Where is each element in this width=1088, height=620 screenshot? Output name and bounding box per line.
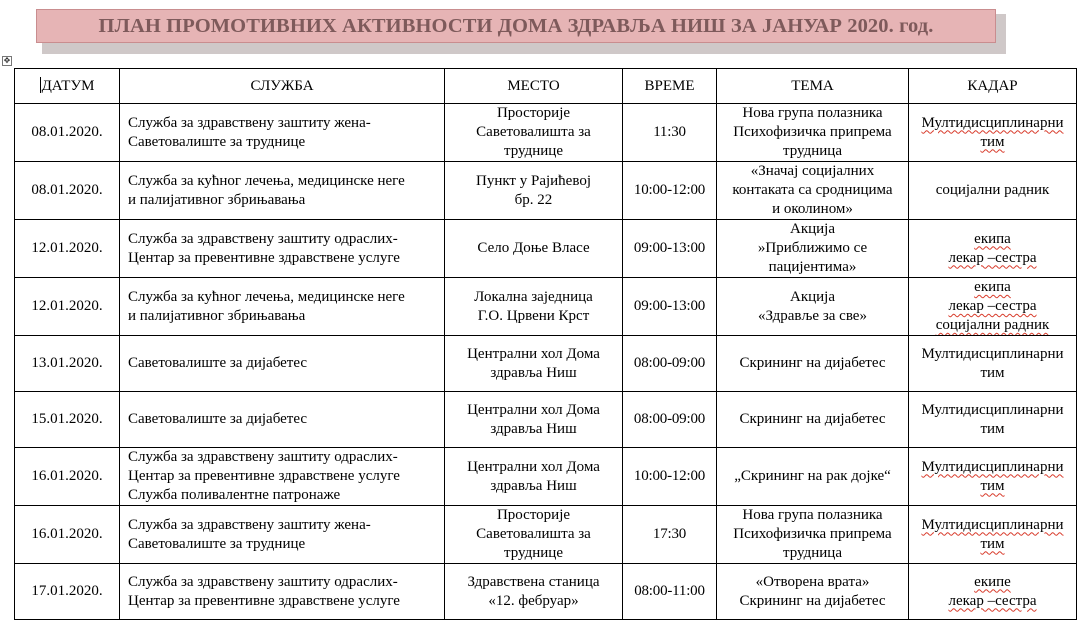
spellcheck-text: тим [980, 133, 1005, 150]
cell-line: Просторије [496, 507, 571, 523]
cell-line [913, 230, 1072, 249]
cell-topic[interactable] [717, 392, 909, 448]
spellcheck-text: Мултидисциплинарни [921, 114, 1064, 131]
cell-line [913, 133, 1072, 152]
cell-service[interactable] [120, 336, 445, 392]
cell-line: Скрининг на дијабетес [739, 355, 886, 371]
cell-line [913, 316, 1072, 335]
cell-line: Мултидисциплинарни [921, 345, 1064, 362]
cell-place[interactable] [445, 448, 623, 506]
cell-line: тим [980, 364, 1005, 381]
cell-line: Саветовалиште за труднице [128, 133, 306, 150]
cell-line: здравља Ниш [490, 364, 577, 381]
table-row [15, 336, 1077, 392]
cell-line [913, 516, 1072, 535]
spellcheck-text: тим [980, 535, 1005, 552]
cell-line: Нова група полазника [742, 105, 883, 121]
cell-staff[interactable] [909, 448, 1077, 506]
cell-line: «Значај социјалних [750, 163, 875, 179]
cell-date[interactable]: 17.01.2020. [15, 564, 120, 620]
cell-date[interactable]: 12.01.2020. [15, 220, 120, 278]
spellcheck-text: екипа [974, 230, 1011, 247]
cell-line: »Приближимо се [757, 240, 868, 256]
cell-staff[interactable] [909, 278, 1077, 336]
text-cursor [40, 77, 41, 93]
cell-place[interactable] [445, 506, 623, 564]
cell-line: Саветовалишта за [476, 526, 591, 542]
table-row [15, 392, 1077, 448]
cell-service[interactable] [120, 392, 445, 448]
cell-time[interactable]: 09:00-13:00 [623, 220, 717, 278]
cell-line: Скрининг на дијабетес [739, 411, 886, 427]
cell-place[interactable] [445, 162, 623, 220]
spellcheck-text: Мултидисциплинарни [921, 516, 1064, 533]
cell-time[interactable]: 11:30 [623, 104, 717, 162]
cell-staff[interactable] [909, 336, 1077, 392]
cell-date[interactable]: 16.01.2020. [15, 506, 120, 564]
cell-staff[interactable] [909, 392, 1077, 448]
cell-topic[interactable] [717, 336, 909, 392]
header-staff[interactable]: КАДАР [909, 69, 1077, 104]
cell-place[interactable] [445, 336, 623, 392]
cell-line: „Скрининг на рак дојке“ [734, 468, 891, 484]
cell-topic[interactable] [717, 448, 909, 506]
cell-line: Центар за превентивне здравствене услуге [128, 468, 400, 484]
cell-line [913, 458, 1072, 477]
spellcheck-text: екипа [974, 279, 1011, 295]
cell-line: бр. 22 [514, 191, 553, 208]
cell-line: Саветовалиште за дијабетес [128, 411, 308, 427]
table-row [15, 220, 1077, 278]
cell-date[interactable]: 15.01.2020. [15, 392, 120, 448]
cell-line: Служба за кућног лечења, медицинске неге [128, 288, 405, 305]
cell-line: труднице [504, 545, 563, 561]
table-move-handle-icon[interactable]: ✥ [3, 56, 11, 65]
cell-line: Акција [790, 288, 835, 305]
cell-time[interactable]: 08:00-11:00 [623, 564, 717, 620]
cell-line: Село Доње Власе [477, 240, 590, 256]
cell-line: Центар за превентивне здравствене услуге [128, 592, 400, 609]
header-topic[interactable]: ТЕМА [717, 69, 909, 104]
cell-line: трудница [783, 545, 842, 561]
cell-line: здравља Ниш [490, 420, 577, 437]
cell-line: Централни хол Дома [467, 458, 600, 475]
cell-place[interactable] [445, 564, 623, 620]
header-date[interactable]: ДАТУМ [15, 69, 120, 104]
cell-topic[interactable] [717, 506, 909, 564]
cell-topic[interactable] [717, 278, 909, 336]
cell-line: Централни хол Дома [467, 401, 600, 418]
cell-line: Служба поливалентне патронаже [128, 487, 341, 503]
cell-line [913, 535, 1072, 554]
cell-place[interactable] [445, 220, 623, 278]
cell-place[interactable] [445, 392, 623, 448]
cell-time[interactable]: 09:00-13:00 [623, 278, 717, 336]
cell-line: Саветовалишта за [476, 124, 591, 140]
cell-topic[interactable] [717, 564, 909, 620]
cell-line [913, 573, 1072, 592]
cell-topic[interactable] [717, 104, 909, 162]
cell-time[interactable]: 08:00-09:00 [623, 336, 717, 392]
cell-line: Акција [790, 221, 835, 237]
cell-date[interactable]: 13.01.2020. [15, 336, 120, 392]
cell-line: Здравствена станица [467, 573, 600, 590]
cell-line: социјални радник [935, 182, 1050, 198]
cell-line: и палијативног збрињавања [128, 307, 306, 324]
page-title: ПЛАН ПРОМОТИВНИХ АКТИВНОСТИ ДОМА ЗДРАВЉА НИШ ЗА ЈАНУАР 2020. год. [98, 14, 934, 37]
cell-line: «Отворена врата» [755, 573, 870, 590]
cell-line: Нова група полазника [742, 507, 883, 523]
cell-service[interactable] [120, 162, 445, 220]
cell-line: Центар за превентивне здравствене услуге [128, 249, 400, 266]
cell-line: тим [980, 420, 1005, 437]
spellcheck-text: екипе [974, 573, 1011, 590]
cell-line: здравља Ниш [490, 477, 577, 494]
table-row [15, 448, 1077, 506]
cell-time[interactable]: 10:00-12:00 [623, 448, 717, 506]
cell-line: Скрининг на дијабетес [739, 592, 886, 609]
cell-time[interactable]: 17:30 [623, 506, 717, 564]
activities-table [14, 68, 1077, 620]
table-header-row [15, 69, 1077, 104]
cell-topic[interactable] [717, 220, 909, 278]
spellcheck-text: лекар –сестра [948, 249, 1037, 266]
cell-line: Служба за здравствену заштиту жена- [128, 516, 371, 533]
cell-line: Централни хол Дома [467, 345, 600, 362]
table-row [15, 564, 1077, 620]
cell-date[interactable]: 08.01.2020. [15, 104, 120, 162]
cell-line: Служба за здравствену заштиту одраслих- [128, 230, 398, 247]
cell-line: Психофизичка припрема [733, 124, 892, 140]
cell-staff[interactable] [909, 220, 1077, 278]
cell-line [913, 249, 1072, 268]
cell-service[interactable] [120, 448, 445, 506]
title-banner [36, 9, 996, 43]
cell-line: Служба за здравствену заштиту жена- [128, 114, 371, 131]
cell-line [913, 477, 1072, 496]
cell-line: Саветовалиште за дијабетес [128, 355, 308, 371]
table-row [15, 506, 1077, 564]
cell-service[interactable] [120, 506, 445, 564]
cell-topic[interactable] [717, 162, 909, 220]
cell-date[interactable]: 08.01.2020. [15, 162, 120, 220]
table-row [15, 104, 1077, 162]
cell-line: пацијентима» [768, 259, 857, 275]
cell-line: Служба за кућног лечења, медицинске неге [128, 172, 405, 189]
cell-service[interactable] [120, 220, 445, 278]
cell-line: Психофизичка припрема [733, 526, 892, 542]
cell-line: Саветовалиште за труднице [128, 535, 306, 552]
cell-line: контаката са сродницима [732, 182, 893, 198]
cell-line [913, 114, 1072, 133]
cell-line: Мултидисциплинарни [921, 401, 1064, 418]
cell-date[interactable]: 16.01.2020. [15, 448, 120, 506]
cell-line: и околином» [772, 201, 853, 217]
spellcheck-text: тим [980, 477, 1005, 494]
spellcheck-text: социјални радник [935, 317, 1050, 333]
spellcheck-text: лекар –сестра [948, 592, 1037, 609]
cell-place[interactable] [445, 104, 623, 162]
header-time[interactable]: ВРЕМЕ [623, 69, 717, 104]
cell-time[interactable]: 08:00-09:00 [623, 392, 717, 448]
cell-line: трудница [783, 143, 842, 159]
cell-place[interactable] [445, 278, 623, 336]
cell-line: Пункт у Рајићевој [475, 172, 591, 189]
cell-line: Служба за здравствену заштиту одраслих- [128, 573, 398, 590]
cell-line: Служба за здравствену заштиту одраслих- [128, 449, 398, 465]
header-place[interactable]: МЕСТО [445, 69, 623, 104]
cell-service[interactable] [120, 278, 445, 336]
cell-line: и палијативног збрињавања [128, 191, 306, 208]
cell-staff[interactable] [909, 162, 1077, 220]
table-row [15, 278, 1077, 336]
cell-line: Г.О. Црвени Крст [477, 307, 590, 324]
cell-staff[interactable] [909, 506, 1077, 564]
cell-service[interactable] [120, 104, 445, 162]
cell-service[interactable] [120, 564, 445, 620]
cell-staff[interactable] [909, 104, 1077, 162]
cell-line: Просторије [496, 105, 571, 121]
cell-line [913, 592, 1072, 611]
header-service[interactable]: СЛУЖБА [120, 69, 445, 104]
cell-line [913, 297, 1072, 316]
cell-line: Локална заједница [474, 288, 593, 305]
table-row [15, 162, 1077, 220]
spellcheck-text: лекар –сестра [948, 298, 1037, 314]
cell-line [913, 278, 1072, 297]
cell-line: «12. фебруар» [488, 592, 579, 609]
cell-staff[interactable] [909, 564, 1077, 620]
cell-line: труднице [504, 143, 563, 159]
cell-time[interactable]: 10:00-12:00 [623, 162, 717, 220]
cell-line: «Здравље за све» [758, 307, 867, 324]
spellcheck-text: Мултидисциплинарни [921, 458, 1064, 475]
table-body [15, 104, 1077, 620]
cell-date[interactable]: 12.01.2020. [15, 278, 120, 336]
